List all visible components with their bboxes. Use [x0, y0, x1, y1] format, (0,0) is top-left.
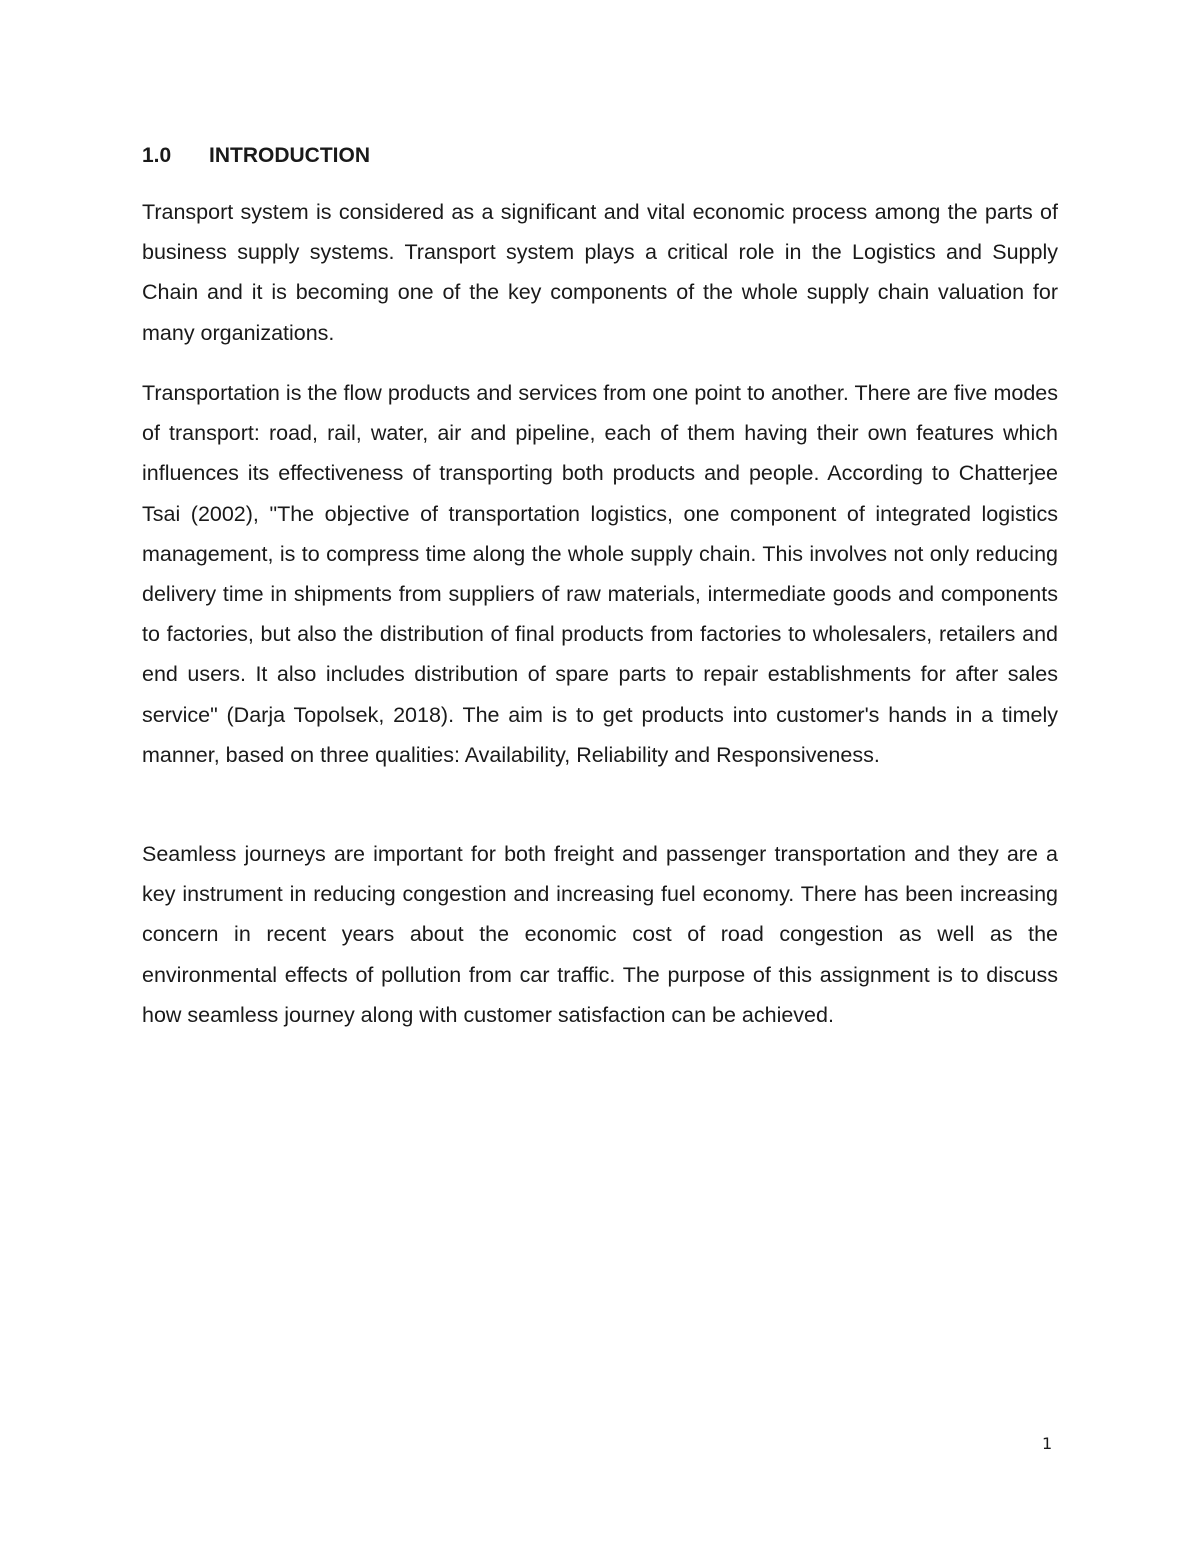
section-title: INTRODUCTION: [209, 144, 370, 167]
page-number: 1: [1042, 1434, 1053, 1453]
paragraph-3: Seamless journeys are important for both freight and passenger transportation and they are a key instrument in reducing congestion and increasing fuel economy. There has been increasing concern in recent years about the economic cost of road congestion as well as the environmental effects of pollution from car traffic. The purpose of this assignment is to discuss how seamless journey along with customer satisfaction can be achieved.: [142, 842, 1058, 1027]
section-heading: [142, 140, 370, 172]
section-number: 1.0: [142, 144, 172, 167]
paragraph-2: Transportation is the flow products and services from one point to another. There are five modes of transport: road, rail, water, air and pipeline, each of them having their own features which influences its effectiveness of transporting both products and people. According to Chatterjee Tsai (2002), "The objective of transportation logistics, one component of integrated logistics management, is to compress time along the whole supply chain. This involves not only reducing delivery time in shipments from suppliers of raw materials, intermediate goods and components to factories, but also the distribution of final products from factories to wholesalers, retailers and end users. It also includes distribution of spare parts to repair establishments for after sales service" (Darja Topolsek, 2018). The aim is to get products into customer's hands in a timely manner, based on three qualities: Availability, Reliability and Responsiveness.: [142, 381, 1058, 767]
paragraph-1: Transport system is considered as a significant and vital economic process among the parts of business supply systems. Transport system plays a critical role in the Logistics and Supply Chain and it is becoming one of the key components of the whole supply chain valuation for many organizations.: [142, 200, 1058, 345]
